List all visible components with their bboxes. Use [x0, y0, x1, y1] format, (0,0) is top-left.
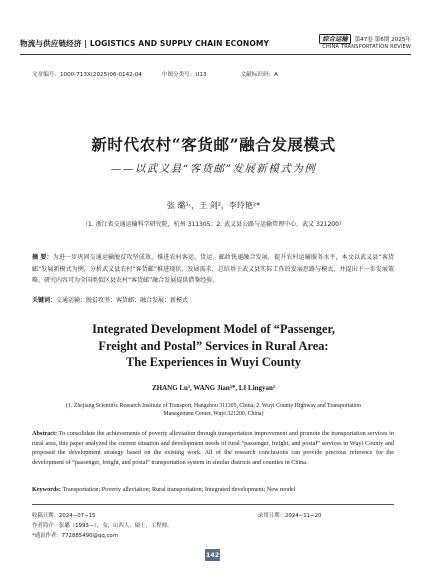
- keywords-cn-label: 关键词：: [32, 297, 57, 304]
- title-en-line: The Experiences in Wuyi County: [125, 355, 302, 370]
- abstract-en: [32, 429, 394, 467]
- authors-en: ZHANG Lu¹, WANG Jian²*, LI Lingyan²: [151, 384, 276, 392]
- abstract-cn-text: 为进一步巩固交通运输脱贫攻坚成效，推进农村客运、货运、邮政快递融合发展，提升农村运输服务水平，本文以武义县“客货邮”发展新模式为例，分析武义县农村“客货邮”推进现状、发展需求，总结基于武义县实际工作的发展思路与模式，并提出下一步发展策略。研究内容可为全国类似区县农村“客货邮”融合发展提供借鉴经验。: [32, 254, 394, 285]
- section-title: 物流与供应链经济 | LOGISTICS AND SUPPLY CHAIN ECONOMY: [20, 39, 270, 48]
- classification-number: 中图分类号：U13: [161, 72, 207, 78]
- keywords-en: [32, 486, 394, 493]
- keywords-en-label: Keywords:: [32, 486, 61, 493]
- abstract-en-label: Abstract:: [32, 430, 58, 437]
- affiliation-cn: （1. 浙江省交通运输科学研究院，杭州 311305；2. 武义县公路与运输管理中心，武义 321200）: [82, 221, 345, 228]
- footnote-divider: [32, 504, 394, 505]
- abstract-en-text: To consolidate the achievements of poverty alleviation through transportation improvement and promote the transportation services in rural area, this paper analyzed the current situation and development needs of rural “passenger, freight, and postal” services in Wuyi County and proposed the development strategy based on the existing work. All of the research conclusions can provide precious reference for the development of “passenger, freight, and postal” transportation system in similar districts and counties in China.: [32, 430, 394, 466]
- keywords-en-text: Transportation; Poverty alleviation; Rural transportation; Integrated development; New model: [62, 486, 296, 493]
- journal-logo: 综合运输: [319, 34, 351, 44]
- header-divider: [20, 54, 411, 55]
- article-number: 文章编号：1000-713X(2025)06-0142-04: [32, 72, 142, 78]
- received-date: 收稿日期：2024−07−15: [32, 513, 96, 519]
- abstract-cn: [32, 252, 394, 287]
- title-en-line: Integrated Development Model of “Passenger,: [92, 322, 335, 336]
- title-en: [0, 321, 427, 371]
- author-bio: 作者简介：张璐（1993—），女，山西人，硕士，工程师。: [32, 523, 173, 529]
- issue-info: 第47卷 第6期 2025年: [354, 37, 411, 43]
- title-en-line: Freight and Postal” Services in Rural Area:: [98, 338, 329, 353]
- page-title: 新时代农村“客货邮”融合发展模式: [91, 135, 336, 154]
- journal-info: [319, 34, 411, 50]
- running-header: [20, 37, 411, 51]
- accepted-date: 录用日期：2024−11−20: [258, 513, 322, 519]
- abstract-cn-label: 摘 要：: [32, 254, 53, 261]
- corresponding-author: *通讯作者：772885490@qq.com: [32, 533, 118, 539]
- page-subtitle: ——以武义县“客货邮”发展新模式为例: [110, 163, 317, 175]
- keywords-cn-text: 交通运输；脱贫攻坚；客货邮；融合发展；新模式: [56, 297, 189, 304]
- page-number: 142: [205, 551, 220, 559]
- affiliation-en: (1. Zhejiang Scientific Research Institute of Transport, Hangzhou 311305, China; 2. Wuyi County Highway and Transportation Management Center, Wuyi 321200, China): [66, 403, 361, 418]
- journal-name-en: CHINA TRANSPORTATION REVIEW: [322, 44, 411, 50]
- document-code: 文献标识码：A: [240, 72, 278, 78]
- keywords-cn: [32, 295, 394, 304]
- authors-cn: 张 璐¹˒，王 剑²，李玲艳²*: [166, 201, 261, 210]
- article-meta: [32, 70, 278, 78]
